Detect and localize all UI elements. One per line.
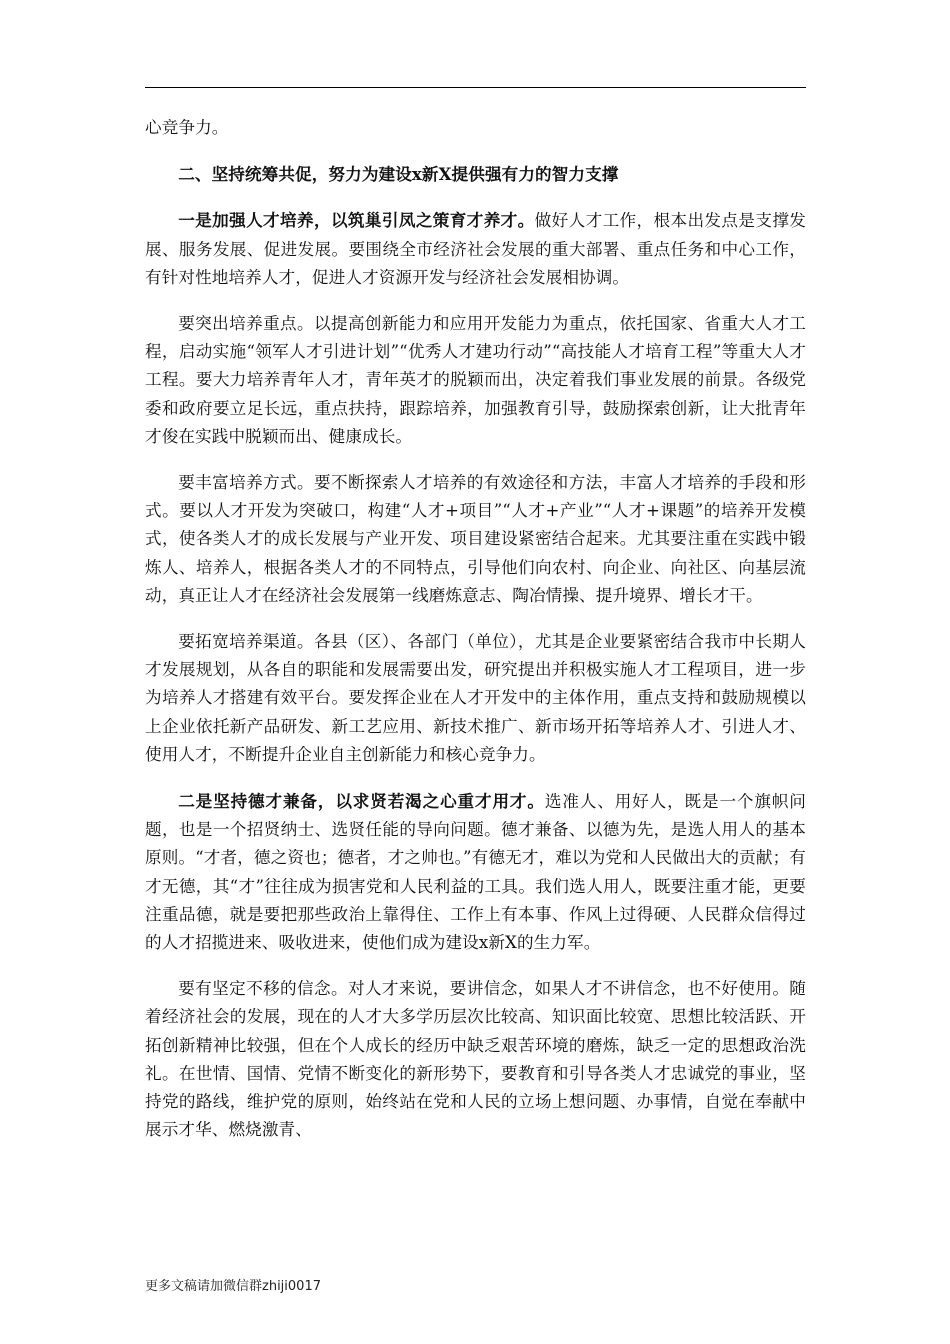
- paragraph-text: 要突出培养重点。以提高创新能力和应用开发能力为重点，依托国家、省重大人才工程，启动实施“领军人才引进计划”“优秀人才建功行动”“高技能人才培育工程”等重大人才工程。要大力培养青年人才，青年英才的脱颖而出，决定着我们事业发展的前景。各级党委和政府要立足长远，重点扶持，跟踪培养，加强教育引导，鼓励探索创新，让大批青年才俊在实践中脱颖而出、健康成长。: [145, 314, 806, 446]
- header-rule: [145, 87, 806, 88]
- paragraph-text: 做好人才工作，根本出发点是支撑发展、服务发展、促进发展。要围绕全市经济社会发展的重大部署、重点任务和中心工作，有针对性地培养人才，促进人才资源开发与经济社会发展相协调。: [145, 211, 806, 287]
- footer-note: 更多文稿请加微信群zhiji0017: [145, 1279, 321, 1294]
- paragraph-1: [145, 206, 806, 292]
- paragraph-6: [145, 975, 806, 1144]
- paragraph-text: 要拓宽培养渠道。各县（区）、各部门（单位），尤其是企业要紧密结合我市中长期人才发展规划，从各自的职能和发展需要出发，研究提出并积极实施人才工程项目，进一步为培养人才搭建有效平台。要发挥企业在人才开发中的主体作用，重点支持和鼓励规模以上企业依托新产品研发、新工艺应用、新技术推广、新市场开拓等培养人才、引进人才、使用人才，不断提升企业自主创新能力和核心竞争力。: [145, 632, 806, 764]
- paragraph-3: [145, 469, 806, 610]
- paragraph-lead: 一是加强人才培养，以筑巢引凤之策育才养才。: [178, 210, 535, 231]
- document-body: [145, 114, 806, 1145]
- paragraph-text: 要有坚定不移的信念。对人才来说，要讲信念，如果人才不讲信念，也不好使用。随着经济社会的发展，现在的人才大多学历层次比较高、知识面比较宽、思想比较活跃、开拓创新精神比较强，但在个人成长的经历中缺乏艰苦环境的磨炼，缺乏一定的思想政治洗礼。在世情、国情、党情不断变化的新形势下，要教育和引导各类人才忠诚党的事业，坚持党的路线，维护党的原则，始终站在党和人民的立场上想问题、办事情，自觉在奉献中展示才华、燃烧激青、: [145, 979, 806, 1140]
- paragraph-text: 选准人、用好人，既是一个旗帜问题，也是一个招贤纳士、选贤任能的导向问题。德才兼备、以德为先，是选人用人的基本原则。“才者，德之资也；德者，才之帅也。”有德无才，难以为党和人民做出大的贡献；有才无德，其“才”往往成为损害党和人民利益的工具。我们选人用人，既要注重才能，更要注重品德，就是要把那些政治上靠得住、工作上有本事、作风上过得硬、人民群众信得过的人才招揽进来、吸收进来，使他们成为建设x新X的生力军。: [145, 792, 806, 953]
- paragraph-2: [145, 310, 806, 451]
- paragraph-5: [145, 787, 806, 957]
- paragraph-4: [145, 628, 806, 769]
- paragraph-text: 要丰富培养方式。要不断探索人才培养的有效途径和方法，丰富人才培养的手段和形式。要以人才开发为突破口，构建“人才+项目”“人才+产业”“人才+课题”的培养开发模式，使各类人才的成长发展与产业开发、项目建设紧密结合起来。尤其要注重在实践中锻炼人、培养人，根据各类人才的不同特点，引导他们向农村、向企业、向社区、向基层流动，真正让人才在经济社会发展第一线磨炼意志、陶冶情操、提升境界、增长才干。: [145, 473, 806, 605]
- section-heading: 二、坚持统筹共促，努力为建设x新X提供强有力的智力支撑: [178, 164, 619, 185]
- paragraph-lead: 二是坚持德才兼备，以求贤若渴之心重才用才。: [178, 791, 545, 812]
- intro-fragment: 心竞争力。: [145, 118, 229, 137]
